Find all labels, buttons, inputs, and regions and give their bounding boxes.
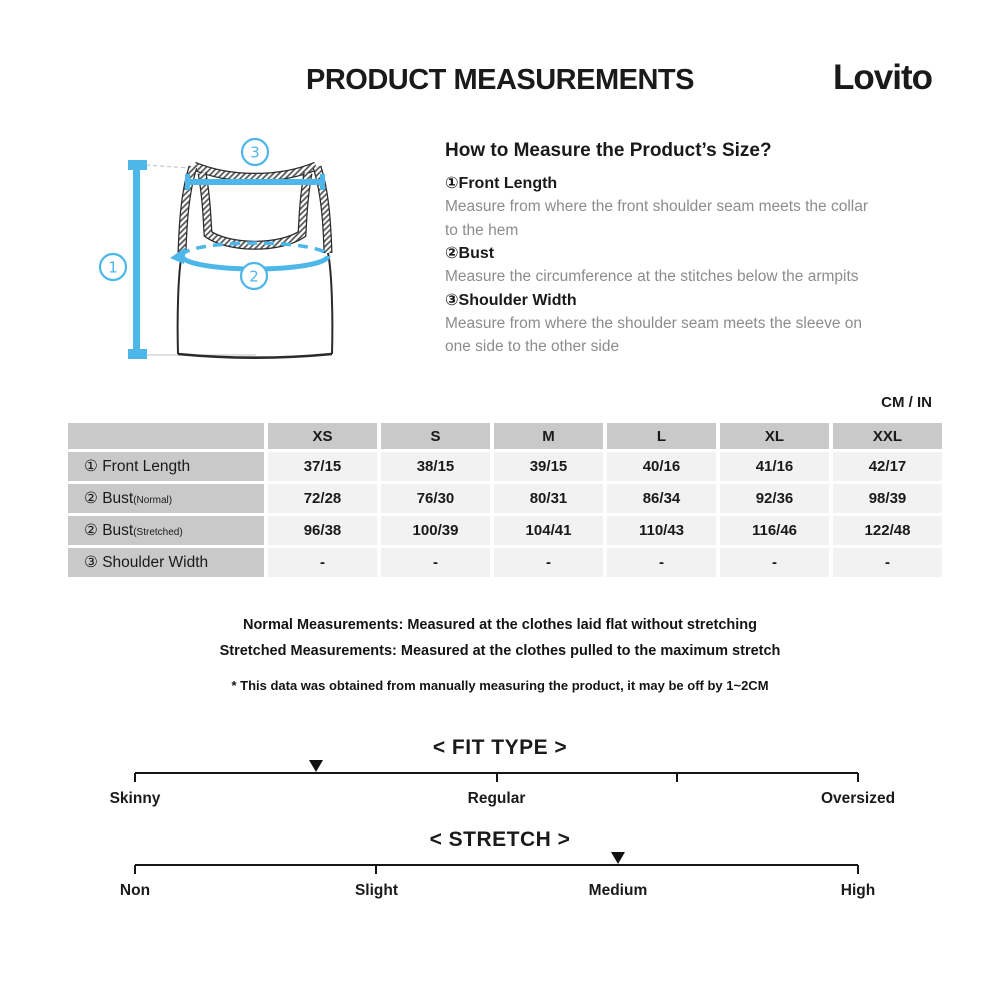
table-cell: 86/34 (607, 484, 716, 513)
scale-marker-icon (309, 760, 323, 772)
how-to-measure-section (445, 140, 905, 359)
table-cell: 110/43 (607, 516, 716, 545)
table-cell: 41/16 (720, 452, 829, 481)
table-cell: 96/38 (268, 516, 377, 545)
table-row (68, 516, 942, 545)
scale-tick (134, 773, 136, 782)
scale-tick (857, 865, 859, 874)
table-cell: 104/41 (494, 516, 603, 545)
row-label-bust-normal: ② Bust(Normal) (68, 484, 264, 513)
fit-type-track (135, 772, 858, 774)
stretch-title: < STRETCH > (429, 828, 571, 851)
fit-type-title: < FIT TYPE > (432, 736, 568, 759)
table-cell: 80/31 (494, 484, 603, 513)
measurement-notes (0, 612, 1000, 664)
row-label-shoulder-width: ③ Shoulder Width (68, 548, 264, 577)
how-to-heading: How to Measure the Product’s Size? (445, 140, 772, 161)
table-cell: 37/15 (268, 452, 377, 481)
table-cell: - (607, 548, 716, 577)
table-cell: 38/15 (381, 452, 490, 481)
scale-marker-icon (611, 852, 625, 864)
scale-tick (676, 773, 678, 782)
callout-3-number: 3 (250, 143, 260, 162)
size-column-header: XXL (833, 423, 942, 449)
garment-measurement-diagram (80, 128, 420, 390)
scale-label: Oversized (820, 790, 896, 807)
table-cell: 100/39 (381, 516, 490, 545)
table-cell: 116/46 (720, 516, 829, 545)
table-corner-cell (68, 423, 264, 449)
front-length-measure-bar (128, 160, 147, 359)
normal-measurements-note: Normal Measurements: Measured at the clothes laid flat without stretching (242, 617, 758, 633)
measure-item-bust-desc: Measure the circumference at the stitches below the armpits (445, 268, 859, 285)
scale-label: Skinny (109, 790, 161, 807)
scale-label: Regular (467, 790, 526, 807)
measure-item-front-length-label: ①Front Length (445, 175, 558, 192)
row-label-bust-stretched: ② Bust(Stretched) (68, 516, 264, 545)
size-column-header: M (494, 423, 603, 449)
measure-item-shoulder-width-desc: Measure from where the shoulder seam meets the sleeve on one side to the other side (445, 314, 862, 355)
table-cell: - (833, 548, 942, 577)
scale-tick (375, 865, 377, 874)
fit-type-labels (109, 790, 896, 810)
scale-tick (857, 773, 859, 782)
scale-label: High (840, 882, 876, 899)
measurements-table (64, 420, 946, 580)
row-label-front-length: ① Front Length (68, 452, 264, 481)
size-column-header: XL (720, 423, 829, 449)
table-row (68, 548, 942, 577)
table-cell: - (494, 548, 603, 577)
measure-item-front-length-desc: Measure from where the front shoulder seam meets the collar to the hem (445, 198, 868, 239)
scale-tick (134, 865, 136, 874)
table-cell: 39/15 (494, 452, 603, 481)
table-cell: 122/48 (833, 516, 942, 545)
units-label: CM / IN (881, 394, 932, 411)
page-title: PRODUCT MEASUREMENTS (306, 64, 694, 96)
size-column-header: L (607, 423, 716, 449)
guide-dashed-line (146, 165, 190, 168)
table-cell: 98/39 (833, 484, 942, 513)
scale-tick (496, 773, 498, 782)
table-cell: 76/30 (381, 484, 490, 513)
table-row (68, 452, 942, 481)
table-cell: 72/28 (268, 484, 377, 513)
scale-label: Slight (354, 882, 398, 899)
callout-2-number: 2 (249, 267, 259, 286)
size-column-header: XS (268, 423, 377, 449)
measure-item-bust-label: ②Bust (445, 245, 495, 262)
stretched-measurements-note: Stretched Measurements: Measured at the clothes pulled to the maximum stretch (219, 643, 781, 659)
measure-item-shoulder-width-label: ③Shoulder Width (445, 291, 577, 309)
table-cell: - (381, 548, 490, 577)
brand-logo: Lovito (833, 58, 932, 97)
scale-label: Non (119, 882, 151, 899)
table-cell: 40/16 (607, 452, 716, 481)
size-column-header: S (381, 423, 490, 449)
table-cell: 42/17 (833, 452, 942, 481)
table-cell: - (268, 548, 377, 577)
stretch-labels (119, 882, 876, 902)
callout-1-number: 1 (108, 258, 118, 277)
table-cell: - (720, 548, 829, 577)
stretch-track (135, 864, 858, 866)
table-row (68, 484, 942, 513)
table-cell: 92/36 (720, 484, 829, 513)
scale-label: Medium (588, 882, 648, 899)
table-header-row (68, 423, 942, 449)
disclaimer-note: * This data was obtained from manually measuring the product, it may be off by 1~2CM (231, 678, 769, 693)
